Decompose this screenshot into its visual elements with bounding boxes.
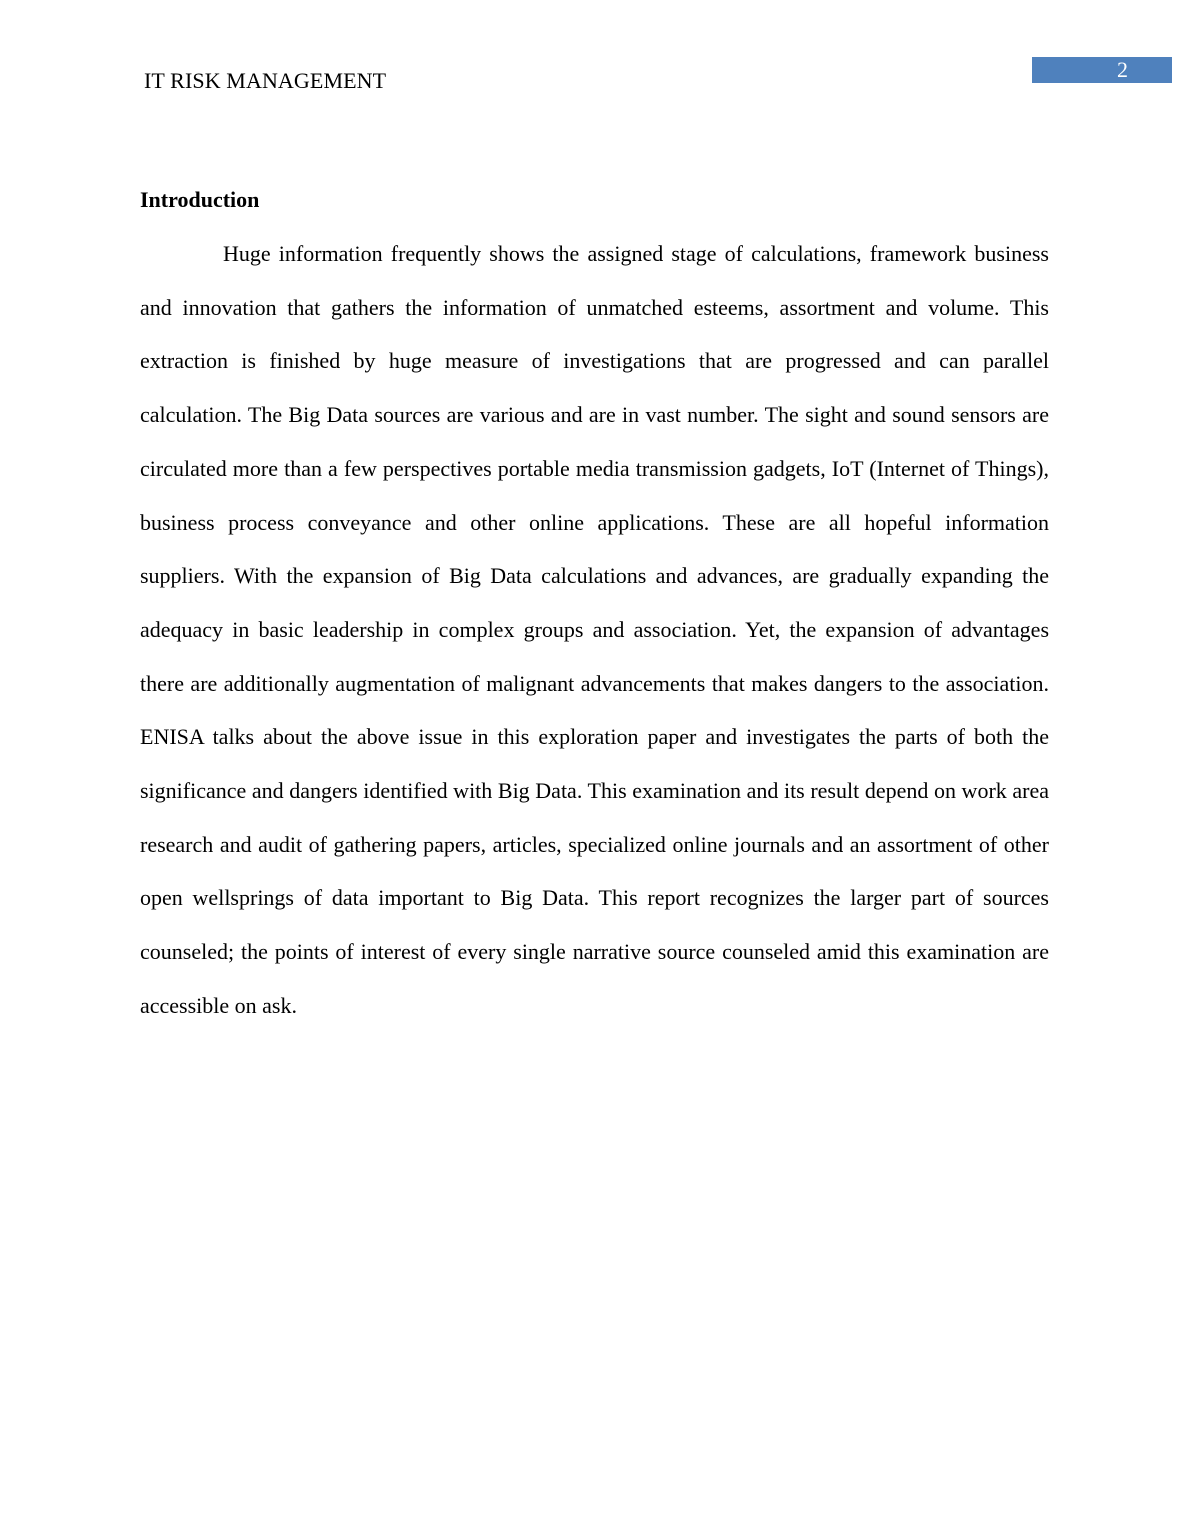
section-heading: Introduction bbox=[140, 187, 260, 212]
page-number: 2 bbox=[1117, 57, 1128, 82]
running-head: IT RISK MANAGEMENT bbox=[144, 68, 387, 93]
page-number-badge bbox=[1032, 57, 1172, 83]
body-paragraph: Huge information frequently shows the assigned stage of calculations, framework business and innovation that gathers the information of unmatched esteems, assortment and volume. This extraction is finished by huge measure of investigations that are progressed and can parallel calculation. The Big Data sources are various and are in vast number. The sight and sound sensors are circulated more than a few perspectives portable media transmission gadgets, IoT (Internet of Things), business process conveyance and other online applications. These are all hopeful information suppliers. With the expansion of Big Data calculations and advances, are gradually expanding the adequacy in basic leadership in complex groups and association. Yet, the expansion of advantages there are additionally augmentation of malignant advancements that makes dangers to the association. ENISA talks about the above issue in this exploration paper and investigates the parts of both the significance and dangers identified with Big Data. This examination and its result depend on work area research and audit of gathering papers, articles, specialized online journals and an assortment of other open wellsprings of data important to Big Data. This report recognizes the larger part of sources counseled; the points of interest of every single narrative source counseled amid this examination are accessible on ask. bbox=[140, 241, 1049, 1018]
